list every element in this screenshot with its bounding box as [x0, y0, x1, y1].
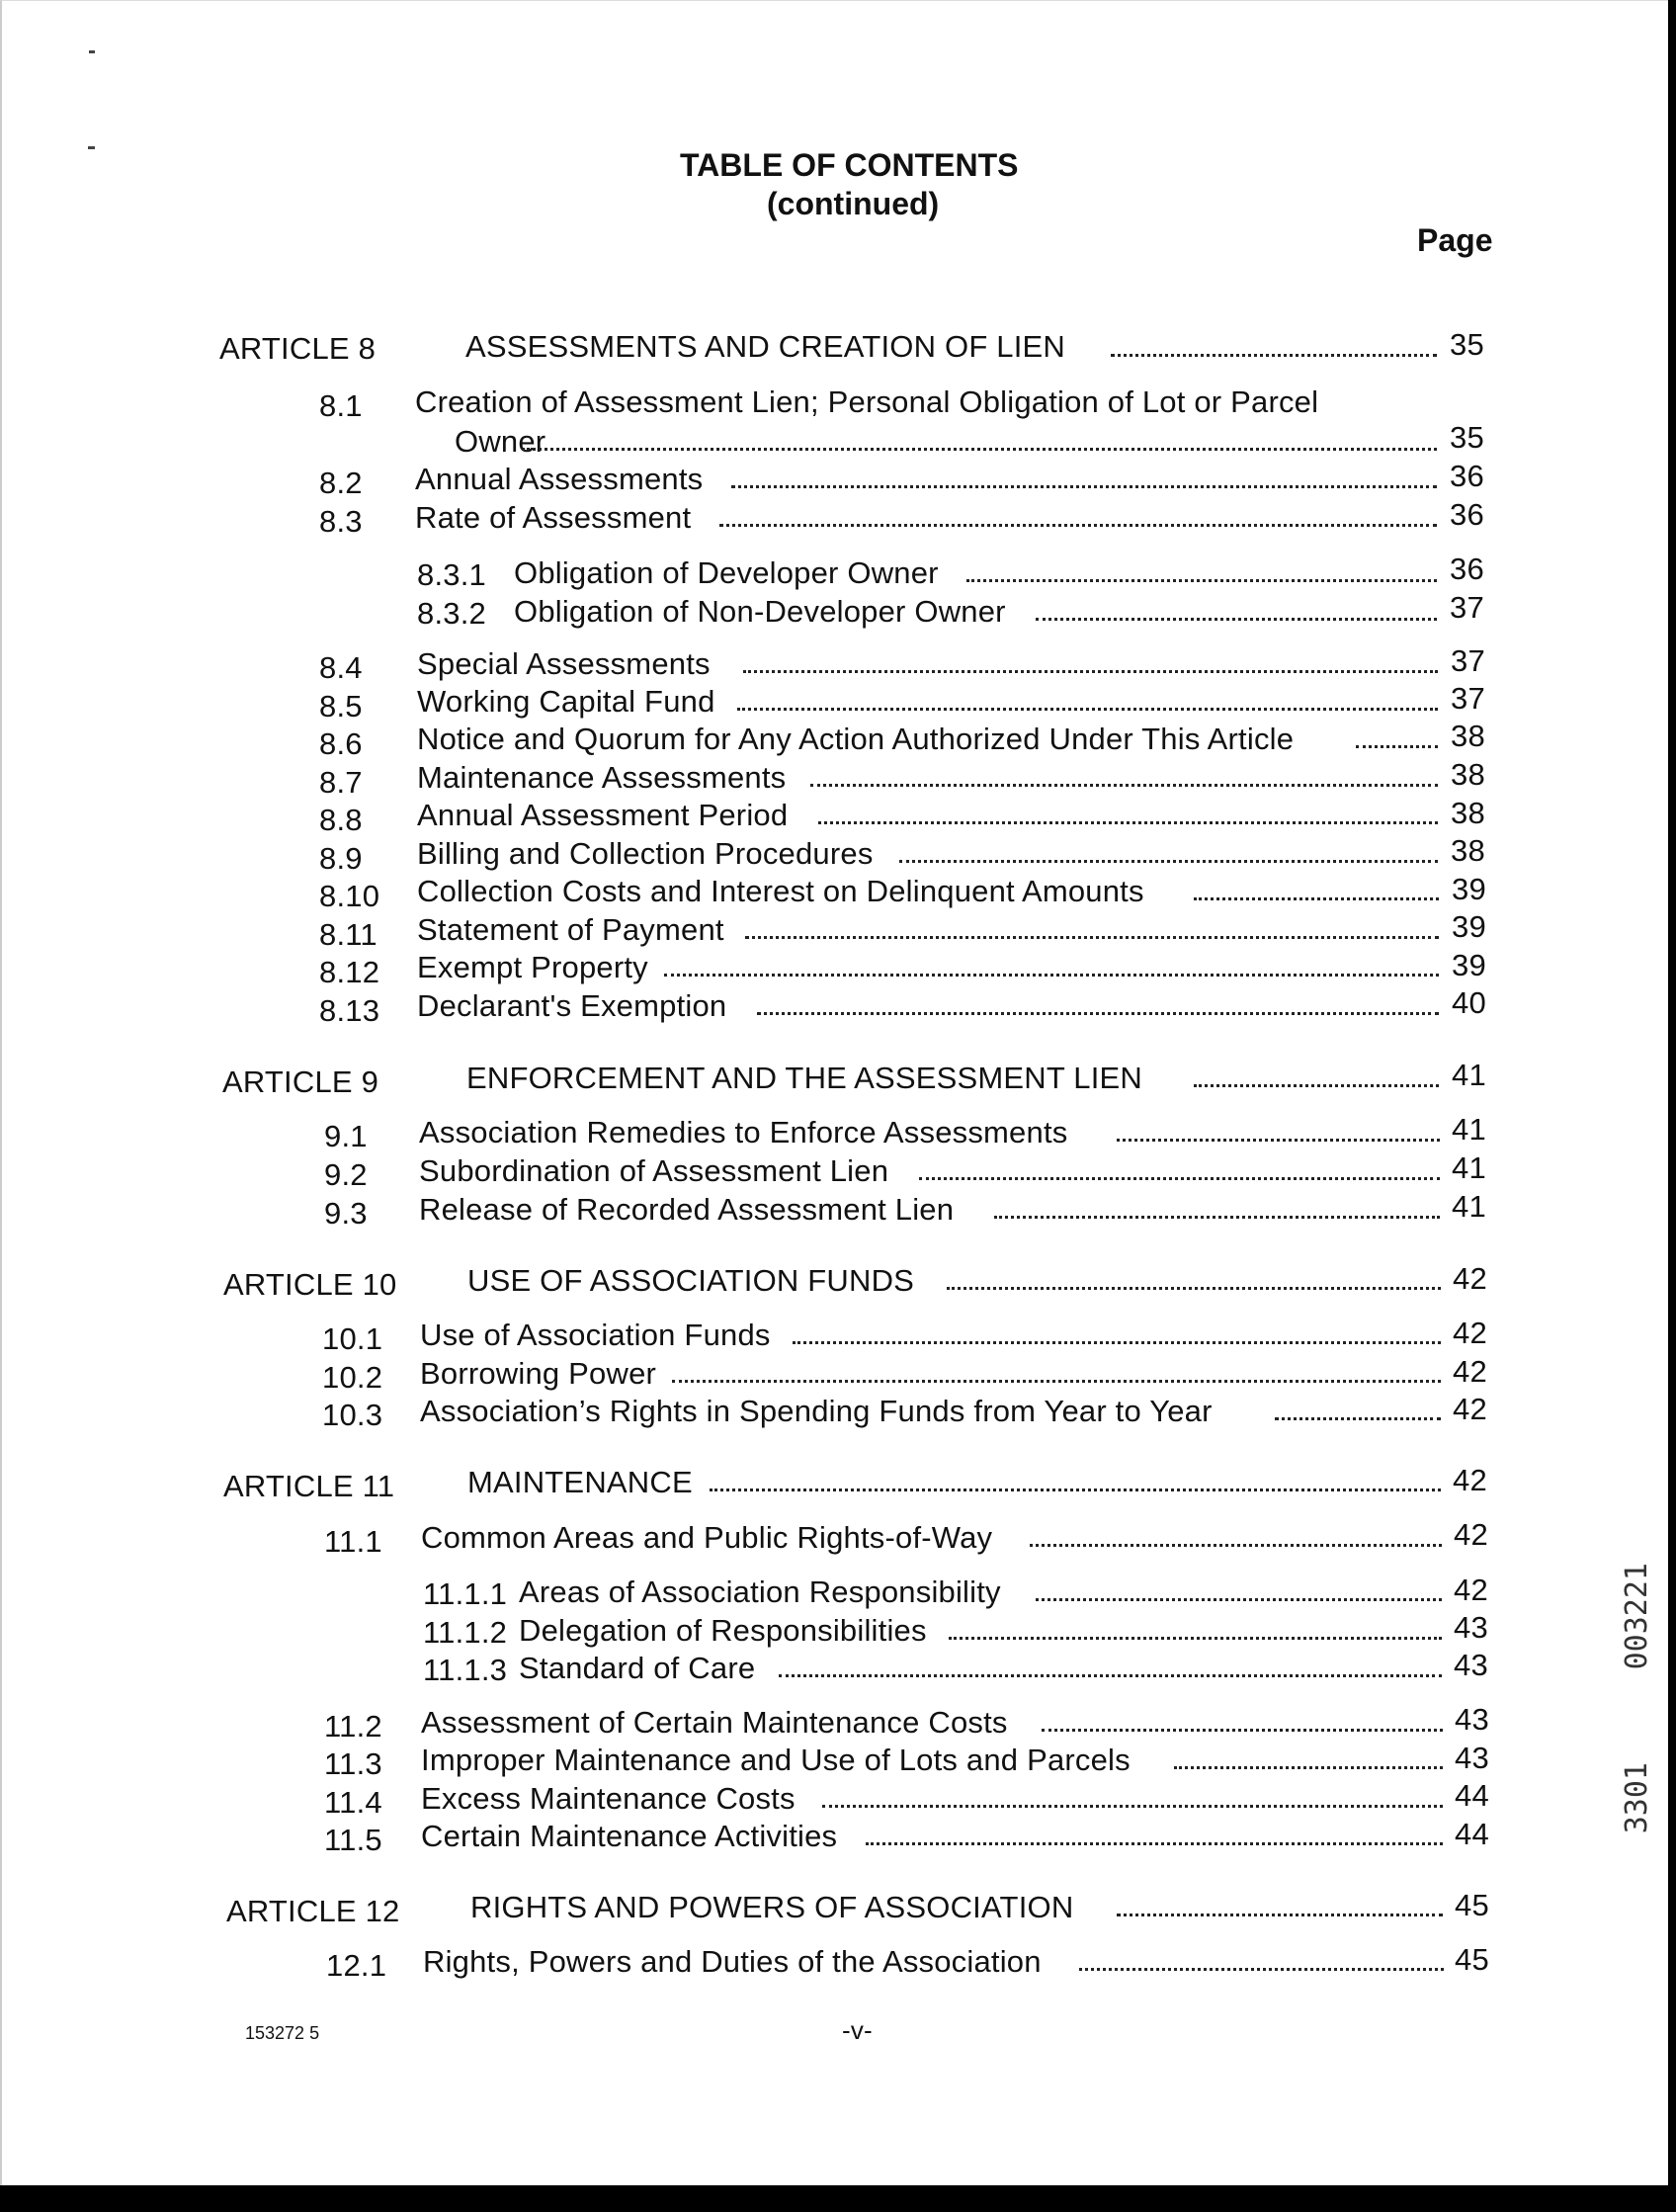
section-title: Association’s Rights in Spending Funds from Year to Year [420, 1394, 1213, 1428]
page-number: 45 [1455, 1942, 1489, 1977]
dot-leader [793, 1341, 1441, 1344]
dot-leader [949, 1637, 1442, 1640]
dot-leader [779, 1674, 1442, 1677]
section-number: 11.4 [324, 1785, 382, 1820]
dot-leader [1036, 618, 1437, 621]
dot-leader [1275, 1417, 1441, 1420]
section-title: Statement of Payment [417, 912, 724, 947]
section-number: 11.3 [324, 1746, 382, 1781]
page-number: 38 [1451, 719, 1485, 753]
dot-leader [672, 1380, 1441, 1383]
page-number: 36 [1450, 459, 1484, 493]
page-number: 43 [1455, 1702, 1489, 1737]
section-title: Rate of Assessment [415, 500, 692, 535]
page-number: 42 [1453, 1392, 1487, 1426]
section-number: 8.13 [319, 993, 380, 1028]
page-number: 38 [1451, 757, 1485, 792]
dot-leader [994, 1216, 1440, 1219]
page-number: 35 [1450, 327, 1484, 362]
page-number: 44 [1455, 1778, 1489, 1813]
section-number: 11.5 [324, 1823, 382, 1857]
subsection-title: Obligation of Non-Developer Owner [514, 594, 1006, 629]
section-title: Special Assessments [417, 646, 711, 681]
article-label: ARTICLE 10 [223, 1267, 397, 1302]
section-title: Notice and Quorum for Any Action Authorized Under This Article [417, 722, 1295, 756]
dot-leader [522, 448, 1437, 451]
page-number: 43 [1455, 1741, 1489, 1775]
section-number: 8.12 [319, 955, 380, 989]
dot-leader [731, 485, 1437, 488]
section-number: 9.3 [324, 1196, 368, 1231]
section-title-line: Creation of Assessment Lien; Personal Obligation of Lot or Parcel [415, 384, 1319, 419]
dot-leader [947, 1287, 1441, 1290]
dot-leader [966, 579, 1437, 582]
section-title: Maintenance Assessments [417, 760, 787, 795]
section-number: 8.3 [319, 504, 363, 539]
subsection-title: Delegation of Responsibilities [519, 1613, 927, 1648]
section-title: Excess Maintenance Costs [421, 1781, 796, 1816]
subsection-number: 8.3.2 [417, 596, 486, 631]
section-number: 8.9 [319, 841, 363, 876]
section-title: Declarant's Exemption [417, 988, 727, 1023]
page-number: 41 [1452, 1112, 1486, 1147]
section-title: Use of Association Funds [420, 1318, 771, 1352]
margin-stamp-upper: 003221 [1620, 1563, 1654, 1670]
section-title: Release of Recorded Assessment Lien [419, 1192, 955, 1227]
page-number: 41 [1452, 1058, 1486, 1092]
section-number: 8.4 [319, 650, 363, 685]
dot-leader [1117, 1139, 1440, 1142]
section-number: 8.1 [319, 388, 363, 423]
dot-leader [1194, 1084, 1439, 1087]
section-title: Rights, Powers and Duties of the Association [423, 1944, 1042, 1979]
page-number: 39 [1452, 872, 1486, 906]
dot-leader [1111, 354, 1437, 357]
section-title: Owner [455, 424, 546, 459]
section-title: Exempt Property [417, 950, 648, 984]
section-title: Certain Maintenance Activities [421, 1819, 838, 1853]
margin-stamp-lower: 3301 [1620, 1762, 1654, 1834]
article-title: ASSESSMENTS AND CREATION OF LIEN [465, 329, 1065, 364]
section-number: 10.1 [322, 1321, 383, 1356]
page-number: 35 [1450, 420, 1484, 455]
dot-leader [822, 1805, 1443, 1808]
page-number: 38 [1451, 833, 1485, 868]
section-number: 8.11 [319, 917, 377, 952]
section-number: 8.6 [319, 726, 363, 761]
subsection-number: 8.3.1 [417, 557, 486, 592]
section-title: Collection Costs and Interest on Delinquent Amounts [417, 874, 1144, 908]
page-number: 37 [1451, 681, 1485, 716]
section-title: Association Remedies to Enforce Assessments [419, 1115, 1068, 1149]
section-title: Borrowing Power [420, 1356, 657, 1391]
page-column-label: Page [1417, 222, 1493, 258]
page-number: 38 [1451, 796, 1485, 830]
section-number: 8.2 [319, 466, 363, 500]
section-number: 9.2 [324, 1157, 368, 1192]
page-number: 37 [1450, 590, 1484, 625]
page-number: 41 [1452, 1189, 1486, 1224]
subsection-number: 11.1.3 [423, 1653, 508, 1687]
page-number: 42 [1454, 1573, 1488, 1607]
page-number: 42 [1453, 1463, 1487, 1497]
page-number: 39 [1452, 909, 1486, 944]
section-title: Improper Maintenance and Use of Lots and Parcels [421, 1743, 1131, 1777]
article-title: MAINTENANCE [467, 1465, 693, 1499]
page-number: 36 [1450, 552, 1484, 586]
dot-leader [919, 1177, 1440, 1180]
section-number: 8.7 [319, 765, 363, 800]
punch-mark [89, 50, 95, 53]
page-number: 42 [1454, 1517, 1488, 1552]
document-id: 153272 5 [245, 2023, 320, 2043]
page-number: 42 [1453, 1261, 1487, 1296]
article-title: USE OF ASSOCIATION FUNDS [467, 1263, 915, 1298]
dot-leader [899, 860, 1438, 863]
section-number: 11.1 [324, 1524, 382, 1559]
article-label: ARTICLE 9 [222, 1064, 379, 1099]
dot-leader [1030, 1544, 1442, 1547]
subsection-number: 11.1.1 [423, 1576, 508, 1611]
toc-title: TABLE OF CONTENTS [680, 147, 1019, 183]
dot-leader [1036, 1598, 1442, 1601]
dot-leader [810, 784, 1438, 787]
dot-leader [737, 708, 1438, 711]
dot-leader [745, 936, 1439, 939]
punch-mark [88, 146, 95, 149]
dot-leader [818, 821, 1438, 824]
dot-leader [1079, 1968, 1444, 1971]
article-label: ARTICLE 12 [226, 1894, 400, 1928]
dot-leader [757, 1012, 1439, 1015]
dot-leader [664, 974, 1439, 977]
dot-leader [1117, 1914, 1443, 1916]
dot-leader [719, 524, 1437, 527]
page-number: 44 [1455, 1817, 1489, 1851]
section-title: Subordination of Assessment Lien [419, 1153, 889, 1188]
page-number: 39 [1452, 948, 1486, 982]
dot-leader [1194, 897, 1439, 900]
article-label: ARTICLE 8 [219, 331, 377, 366]
section-title: Working Capital Fund [417, 684, 715, 719]
section-number: 12.1 [326, 1948, 387, 1983]
page-footer-number: -v- [842, 2015, 873, 2045]
page-number: 45 [1455, 1888, 1489, 1922]
subsection-title: Standard of Care [519, 1651, 756, 1685]
section-title: Common Areas and Public Rights-of-Way [421, 1520, 993, 1555]
subsection-title: Areas of Association Responsibility [519, 1574, 1001, 1609]
article-label: ARTICLE 11 [223, 1469, 395, 1503]
article-title: RIGHTS AND POWERS OF ASSOCIATION [470, 1890, 1074, 1924]
page-number: 43 [1454, 1648, 1488, 1682]
dot-leader [1356, 745, 1438, 748]
section-title: Annual Assessments [415, 462, 704, 496]
dot-leader [1174, 1766, 1443, 1769]
page-number: 36 [1450, 497, 1484, 532]
article-title: ENFORCEMENT AND THE ASSESSMENT LIEN [466, 1061, 1142, 1095]
dot-leader [743, 670, 1438, 673]
section-title: Assessment of Certain Maintenance Costs [421, 1705, 1008, 1740]
section-title: Annual Assessment Period [417, 798, 789, 832]
section-number: 10.3 [322, 1398, 383, 1432]
section-number: 10.2 [322, 1360, 383, 1395]
section-number: 9.1 [324, 1119, 368, 1153]
dot-leader [710, 1489, 1441, 1491]
section-number: 8.5 [319, 689, 363, 723]
section-number: 8.10 [319, 879, 380, 913]
section-number: 11.2 [324, 1709, 382, 1744]
page-number: 41 [1452, 1150, 1486, 1185]
page-number: 43 [1454, 1610, 1488, 1645]
subsection-title: Obligation of Developer Owner [514, 555, 939, 590]
section-number: 8.8 [319, 803, 363, 837]
dot-leader [866, 1842, 1443, 1845]
dot-leader [1042, 1729, 1443, 1732]
page-number: 37 [1451, 643, 1485, 678]
page-number: 40 [1452, 985, 1486, 1020]
toc-subtitle: (continued) [767, 186, 940, 221]
page-number: 42 [1453, 1354, 1487, 1389]
page-number: 42 [1453, 1316, 1487, 1350]
subsection-number: 11.1.2 [423, 1615, 508, 1650]
section-title: Billing and Collection Procedures [417, 836, 874, 871]
